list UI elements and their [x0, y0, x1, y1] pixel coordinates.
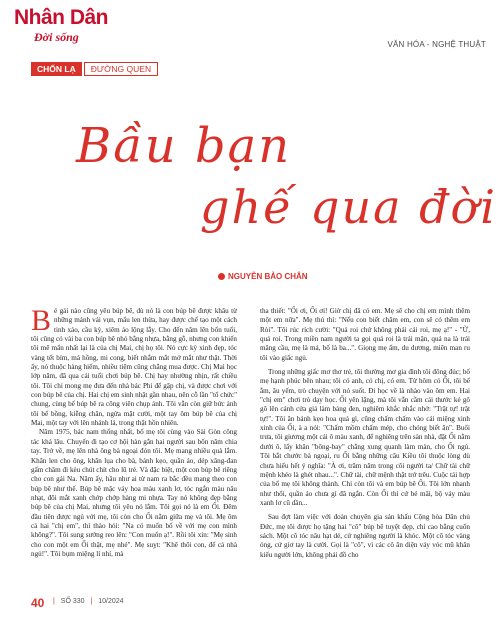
- masthead-name: Nhân Dân: [14, 6, 109, 29]
- section-label: VĂN HÓA - NGHỆ THUẬT: [387, 40, 486, 49]
- article-title-line2: ghế qua đời: [200, 180, 497, 234]
- paragraph-text: é gái nào cũng yêu búp bê, dù nó là con búp bê được khâu từ những mảnh vải vụn, mẩu len thừa, hay được chế tạo một cách tinh xảo, cầu kỳ, xiêm áo lộng lẫy. Cho đến năm lên bốn tuổi, tôi cũng có vài ba con búp bê nhỏ bằng nhựa, bằng gỗ, nhưng con khiến tôi mê mẩn nhất lại là của chị Mai, chị họ tôi. Nó cực kỳ xinh đẹp, tóc vàng tết bím, má hồng, mi cong, biết nhắm mắt mở mắt như thật. Thời ấy, nó thuộc hàng hiếm, nhiều tiệm cũng chẳng mua được. Chị Mai học lớp năm, đã qua cái tuổi chơi búp bê. Chị hay nhường nhịn, rất chiều tôi. Tôi chỉ mong mẹ đưa đến nhà bác Phi để gặp chị, và được chơi với con búp bê của chị. Hai chị em sinh nhật gần nhau, nên cỗ lần "tổ chức" chung, cùng bế búp bê ra công viên chụp ảnh. Tôi vẫn còn giữ bức ảnh tôi bế bồng, kiễng chân, ngửa mặt cười, một tay ôm búp bê của chị Mai, một tay với lên nhánh lá, trong thật hồn nhiên.: [31, 307, 237, 428]
- masthead-logo: [14, 6, 132, 50]
- column-tag: [31, 62, 158, 76]
- paragraph: Sau đợt làm việc với đoàn chuyên gia sản khấu Cộng hòa Dân chủ Đức, mẹ tôi được họ tặng hai "cô" búp bê tuyệt đẹp, chỉ cao bằng cuốn sách. Một cô tóc nâu hạt dẻ, cử nghiêng người là khóc. Một cô tóc vàng óng, cứ giơ tay là cười. Gọi là "cô", vì các cô ăn diện váy vóc mũ khăn kiểu người lớn, không phải đồ cho: [260, 513, 470, 559]
- page-number: 40: [31, 596, 45, 610]
- author-byline: [218, 272, 308, 281]
- paragraph: Trong những giấc mơ thơ trẻ, tôi thường mơ gia đình tôi đông đúc; bố mẹ hạnh phúc bên nhau; tôi có anh, có chị, có em. Từ hôm có Ổi, tôi bế ẵm, âu yếm, trò chuyện với nó suốt. Đi học về là nhào vào ôm em. Hai "chị em" chơi trò dạy học. Ổi yên lặng, mà tôi vẫn cầm cái thước kẻ gõ gõ lên cánh cửa giả làm bảng đen, nghiêm khắc nhắc nhở: "Trật tự! trật tự!". Tôi ăn bánh kẹo hoa quả gì, cũng chấm chấm vào cái miệng xinh xinh của Ổi, à a nói: "Chấm mồm chấm mép, cho chóng biết ăn". Buổi trưa, tôi giương một cái ô màu xanh, để nghiêng trên sàn nhà, đặt Ổi nằm dưới ô, lấy khăn "bông-bay" chẳng xung quanh làm màn, cho Ổi ngủ. Tôi bắt chước bà ngoại, ru Ổi bằng những câu Kiều tôi thuộc lòng dù chưa hiểu hết ý nghĩa: "À ơi, trăm năm trong cõi người ta/ Chữ tài chữ mệnh khéo là ghét nhau...". Chữ tài, chữ mệnh thật trớ trêu. Cuộc tái hợp của bố mẹ tôi không thành. Chỉ còn tôi và em búp bê Ổi. Tôi lớn nhanh như thổi, quần áo chưa gì đã ngắn. Còn Ổi thì cứ bé mãi, bộ váy màu xanh lơ cũ dần...: [260, 368, 470, 507]
- column-tag-secondary: ĐƯỜNG QUEN: [84, 62, 158, 76]
- body-column-right: [260, 307, 470, 560]
- column-tag-primary: CHỐN LẠ: [31, 62, 82, 76]
- paragraph: Năm 1975, bác nam thống nhất, bố mẹ tôi cùng vào Sài Gòn công tác khá lâu. Chuyến đi tạo cơ hội hàn gắn hai người sau bốn năm chia tay. Trở về, mẹ lên nhà ông bà ngoại đón tôi. Mẹ mang nhiều quà lắm. Khăn len cho ông, khăn lụa cho bà, bánh kẹo, quần áo, dép xăng-đan gấm chăm đi kèu chút chít cho lũ trẻ. Và đặc biệt, một con búp bê riêng cho con gái Na. Năm ấy, hầu như ai từ nam ra bắc đều mang theo con búp bê như thế. Búp bê mặc váy hoa màu xanh lơ, tóc ngắn màu nâu nhạt, đôi mắt xanh chớp chớp hàng mi nhựa. Tay nó không đẹp bằng búp bê của chị Mai, nhưng tôi yêu nó lắm. Tôi gọi nó là em Ổi. Đêm đầu tiên được ngủ với mẹ, tôi còn cho Ổi nằm giữa mẹ và tôi. Mẹ ôm cả hai "chị em", thì thào hỏi: "Na có muốn bố về với mẹ con mình không?". Tôi sung sướng reo lên: "Con muốn ạ!". Rồi tôi xin: "Mẹ sinh cho con một em Ổi thật, mẹ nhé". Mẹ suỵt: "Khẽ thôi con, để cả nhà ngủ!". Tôi bụm miệng lí nhí, mà: [31, 428, 237, 558]
- masthead-subtitle: Đời sống: [34, 30, 79, 44]
- paragraph: [31, 304, 237, 428]
- issue-info: [53, 598, 128, 605]
- dropcap: B: [31, 304, 52, 337]
- body-column-left: [31, 304, 237, 559]
- byline-bullet-icon: [218, 273, 225, 280]
- author-name: NGUYỄN BẢO CHÂN: [228, 272, 308, 281]
- divider: |: [53, 598, 55, 605]
- paragraph: tha thiết: "Ổi ơi, Ổi ơi! Giờ chị đã có em. Mẹ sẽ cho chị em mình thêm một em nữa". Mẹ thủ thỉ: "Nếu con biết chăm em, con sẽ có thêm em Ròi". Tôi rúc rích cười: "Quả roi chứ không phải cái roi, mẹ ạ!" - "Ừ, quả roi. Trong miền nam người ta gọi quả roi là trái mận, quả na là trái mãng cầu, mẹ là má, bố là ba...". Giọng mẹ ấm, du dương, miên man ru tôi vào giấc ngủ.: [260, 307, 470, 362]
- issue-date: 10/2024: [98, 598, 124, 605]
- issue-number: SỐ 330: [60, 598, 85, 605]
- article-title-line1: Bầu bạn: [76, 118, 292, 174]
- page-footer: [31, 596, 470, 610]
- divider: |: [90, 598, 93, 605]
